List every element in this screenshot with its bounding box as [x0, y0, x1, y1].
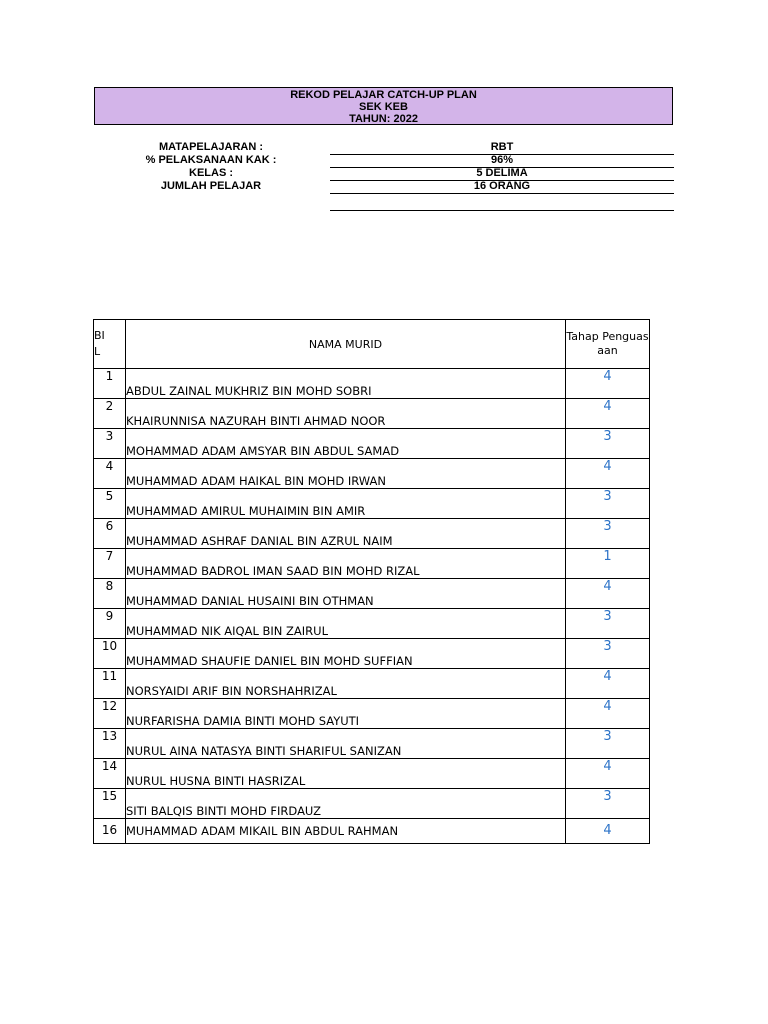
- school-name: SEK KEB: [359, 101, 408, 113]
- mastery-level: 3: [566, 489, 650, 519]
- subject-value: RBT: [490, 141, 514, 153]
- student-name: NURUL HUSNA BINTI HASRIZAL: [126, 759, 566, 789]
- row-number: 16: [94, 819, 126, 844]
- row-number: 11: [94, 669, 126, 699]
- row-number: 7: [94, 549, 126, 579]
- student-name: NORSYAIDI ARIF BIN NORSHAHRIZAL: [126, 669, 566, 699]
- row-number: 4: [94, 459, 126, 489]
- table-row: [94, 519, 650, 549]
- mastery-level: 3: [566, 789, 650, 819]
- report-title: REKOD PELAJAR CATCH-UP PLAN: [290, 89, 477, 101]
- mastery-level: 3: [566, 609, 650, 639]
- mastery-level: 3: [566, 639, 650, 669]
- report-year: TAHUN: 2022: [349, 113, 418, 125]
- mastery-level: 4: [566, 669, 650, 699]
- table-header-row: [94, 320, 650, 369]
- student-name: ABDUL ZAINAL MUKHRIZ BIN MOHD SOBRI: [126, 369, 566, 399]
- mastery-level: 3: [566, 729, 650, 759]
- student-name: MUHAMMAD ADAM HAIKAL BIN MOHD IRWAN: [126, 459, 566, 489]
- table-row: [94, 399, 650, 429]
- class-label: KELAS :: [189, 167, 233, 179]
- row-number: 2: [94, 399, 126, 429]
- mastery-level: 4: [566, 369, 650, 399]
- table-row: [94, 639, 650, 669]
- student-name: MOHAMMAD ADAM AMSYAR BIN ABDUL SAMAD: [126, 429, 566, 459]
- mastery-level: 3: [566, 519, 650, 549]
- table-row: [94, 789, 650, 819]
- student-name: MUHAMMAD BADROL IMAN SAAD BIN MOHD RIZAL: [126, 549, 566, 579]
- student-name: MUHAMMAD NIK AIQAL BIN ZAIRUL: [126, 609, 566, 639]
- mastery-level: 4: [566, 759, 650, 789]
- student-name: MUHAMMAD DANIAL HUSAINI BIN OTHMAN: [126, 579, 566, 609]
- column-header-name: NAMA MURID: [126, 320, 566, 369]
- table-row: [94, 579, 650, 609]
- table-row: [94, 729, 650, 759]
- table-row: [94, 369, 650, 399]
- table-row: [94, 429, 650, 459]
- row-number: 10: [94, 639, 126, 669]
- table-row: [94, 549, 650, 579]
- student-name: MUHAMMAD ASHRAF DANIAL BIN AZRUL NAIM: [126, 519, 566, 549]
- student-name: MUHAMMAD AMIRUL MUHAIMIN BIN AMIR: [126, 489, 566, 519]
- class-value: 5 DELIMA: [476, 167, 528, 179]
- row-number: 5: [94, 489, 126, 519]
- table-row: [94, 459, 650, 489]
- info-divider: [330, 210, 674, 211]
- mastery-level: 1: [566, 549, 650, 579]
- student-count-label: JUMLAH PELAJAR: [160, 180, 262, 192]
- column-header-tahap: Tahap Penguasaan: [566, 320, 650, 369]
- student-name: MUHAMMAD SHAUFIE DANIEL BIN MOHD SUFFIAN: [126, 639, 566, 669]
- row-number: 8: [94, 579, 126, 609]
- implementation-value: 96%: [490, 154, 514, 166]
- column-header-bil: BI L: [94, 320, 126, 369]
- mastery-level: 4: [566, 819, 650, 844]
- student-name: KHAIRUNNISA NAZURAH BINTI AHMAD NOOR: [126, 399, 566, 429]
- table-row: [94, 609, 650, 639]
- student-name: MUHAMMAD ADAM MIKAIL BIN ABDUL RAHMAN: [126, 819, 566, 844]
- row-number: 15: [94, 789, 126, 819]
- row-number: 9: [94, 609, 126, 639]
- mastery-level: 4: [566, 399, 650, 429]
- table-row: [94, 819, 650, 844]
- mastery-level: 4: [566, 459, 650, 489]
- mastery-level: 4: [566, 579, 650, 609]
- row-number: 6: [94, 519, 126, 549]
- table-row: [94, 669, 650, 699]
- student-name: NURUL AINA NATASYA BINTI SHARIFUL SANIZAN: [126, 729, 566, 759]
- row-number: 1: [94, 369, 126, 399]
- table-row: [94, 489, 650, 519]
- table-row: [94, 699, 650, 729]
- mastery-level: 3: [566, 429, 650, 459]
- student-table: [93, 319, 650, 844]
- student-name: NURFARISHA DAMIA BINTI MOHD SAYUTI: [126, 699, 566, 729]
- row-number: 13: [94, 729, 126, 759]
- implementation-label: % PELAKSANAAN KAK :: [145, 154, 277, 166]
- table-row: [94, 759, 650, 789]
- row-number: 3: [94, 429, 126, 459]
- row-number: 12: [94, 699, 126, 729]
- student-count-value: 16 ORANG: [473, 180, 531, 192]
- student-name: SITI BALQIS BINTI MOHD FIRDAUZ: [126, 789, 566, 819]
- report-header: [94, 87, 673, 125]
- row-number: 14: [94, 759, 126, 789]
- mastery-level: 4: [566, 699, 650, 729]
- subject-label: MATAPELAJARAN :: [158, 141, 264, 153]
- info-divider: [330, 193, 674, 194]
